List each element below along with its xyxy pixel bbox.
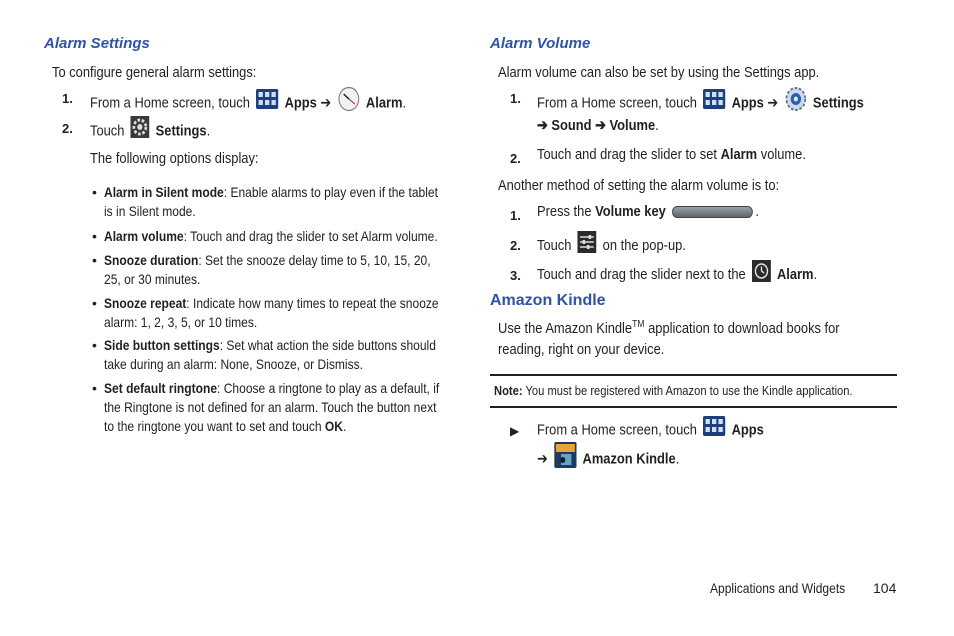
- list-item: • Snooze duration: Set the snooze delay time to 5, 10, 15, 20, 25, or 30 minutes.: [92, 252, 431, 287]
- alarm-icon: [752, 260, 771, 290]
- amazon-kindle-heading: Amazon Kindle: [490, 292, 606, 309]
- intro-text: To configure general alarm settings:: [52, 64, 257, 81]
- page-number: 104: [873, 580, 897, 596]
- alarm-clock-icon: [337, 86, 359, 121]
- step-2: 2.: [62, 121, 73, 136]
- step-1: 1.: [62, 91, 73, 106]
- apps-icon: [256, 89, 278, 118]
- volume-key-icon: [672, 206, 753, 218]
- sliders-icon: [578, 231, 597, 261]
- list-item: • Alarm volume: Touch and drag the slider to set Alarm volume.: [92, 228, 438, 244]
- alarm-volume-intro: Alarm volume can also be set by using the Settings app.: [498, 64, 820, 81]
- alarm-volume-heading: Alarm Volume: [490, 35, 591, 52]
- another-method-text: Another method of setting the alarm volume is to:: [498, 177, 780, 194]
- av-step-2: 2.: [510, 151, 521, 166]
- settings-gear-icon: [131, 116, 150, 147]
- av-step-1: 1.: [510, 91, 521, 106]
- kindle-app-icon: [554, 442, 576, 477]
- settings-app-icon: [784, 86, 806, 121]
- list-item: • Side button settings: Set what action the side buttons should take during an alarm: None, Snooze, or Dismiss.: [92, 337, 436, 372]
- note-rule-top: [490, 374, 897, 376]
- note: Note: You must be registered with Amazon to use the Kindle application.: [494, 383, 853, 398]
- alarm-settings-heading: Alarm Settings: [44, 35, 150, 52]
- step-marker: ▶: [510, 424, 520, 438]
- method-step-3: 3.: [510, 268, 521, 283]
- list-item: • Snooze repeat: Indicate how many times to repeat the snooze alarm: 1, 2, 3, 5, or 10 times.: [92, 295, 439, 330]
- footer-section: Applications and Widgets: [710, 580, 846, 596]
- apps-icon: [703, 89, 725, 118]
- note-rule-bottom: [490, 406, 897, 408]
- method-step-1: 1.: [510, 208, 521, 223]
- list-item: • Set default ringtone: Choose a ringtone to play as a default, if the Ringtone is not defined for an alarm. Touch the button next to the ringtone you want to set and touch OK.: [92, 380, 440, 434]
- method-step-2: 2.: [510, 238, 521, 253]
- apps-icon: [703, 416, 725, 445]
- options-intro: The following options display:: [90, 150, 259, 167]
- list-item: • Alarm in Silent mode: Enable alarms to play even if the tablet is in Silent mode.: [92, 184, 438, 219]
